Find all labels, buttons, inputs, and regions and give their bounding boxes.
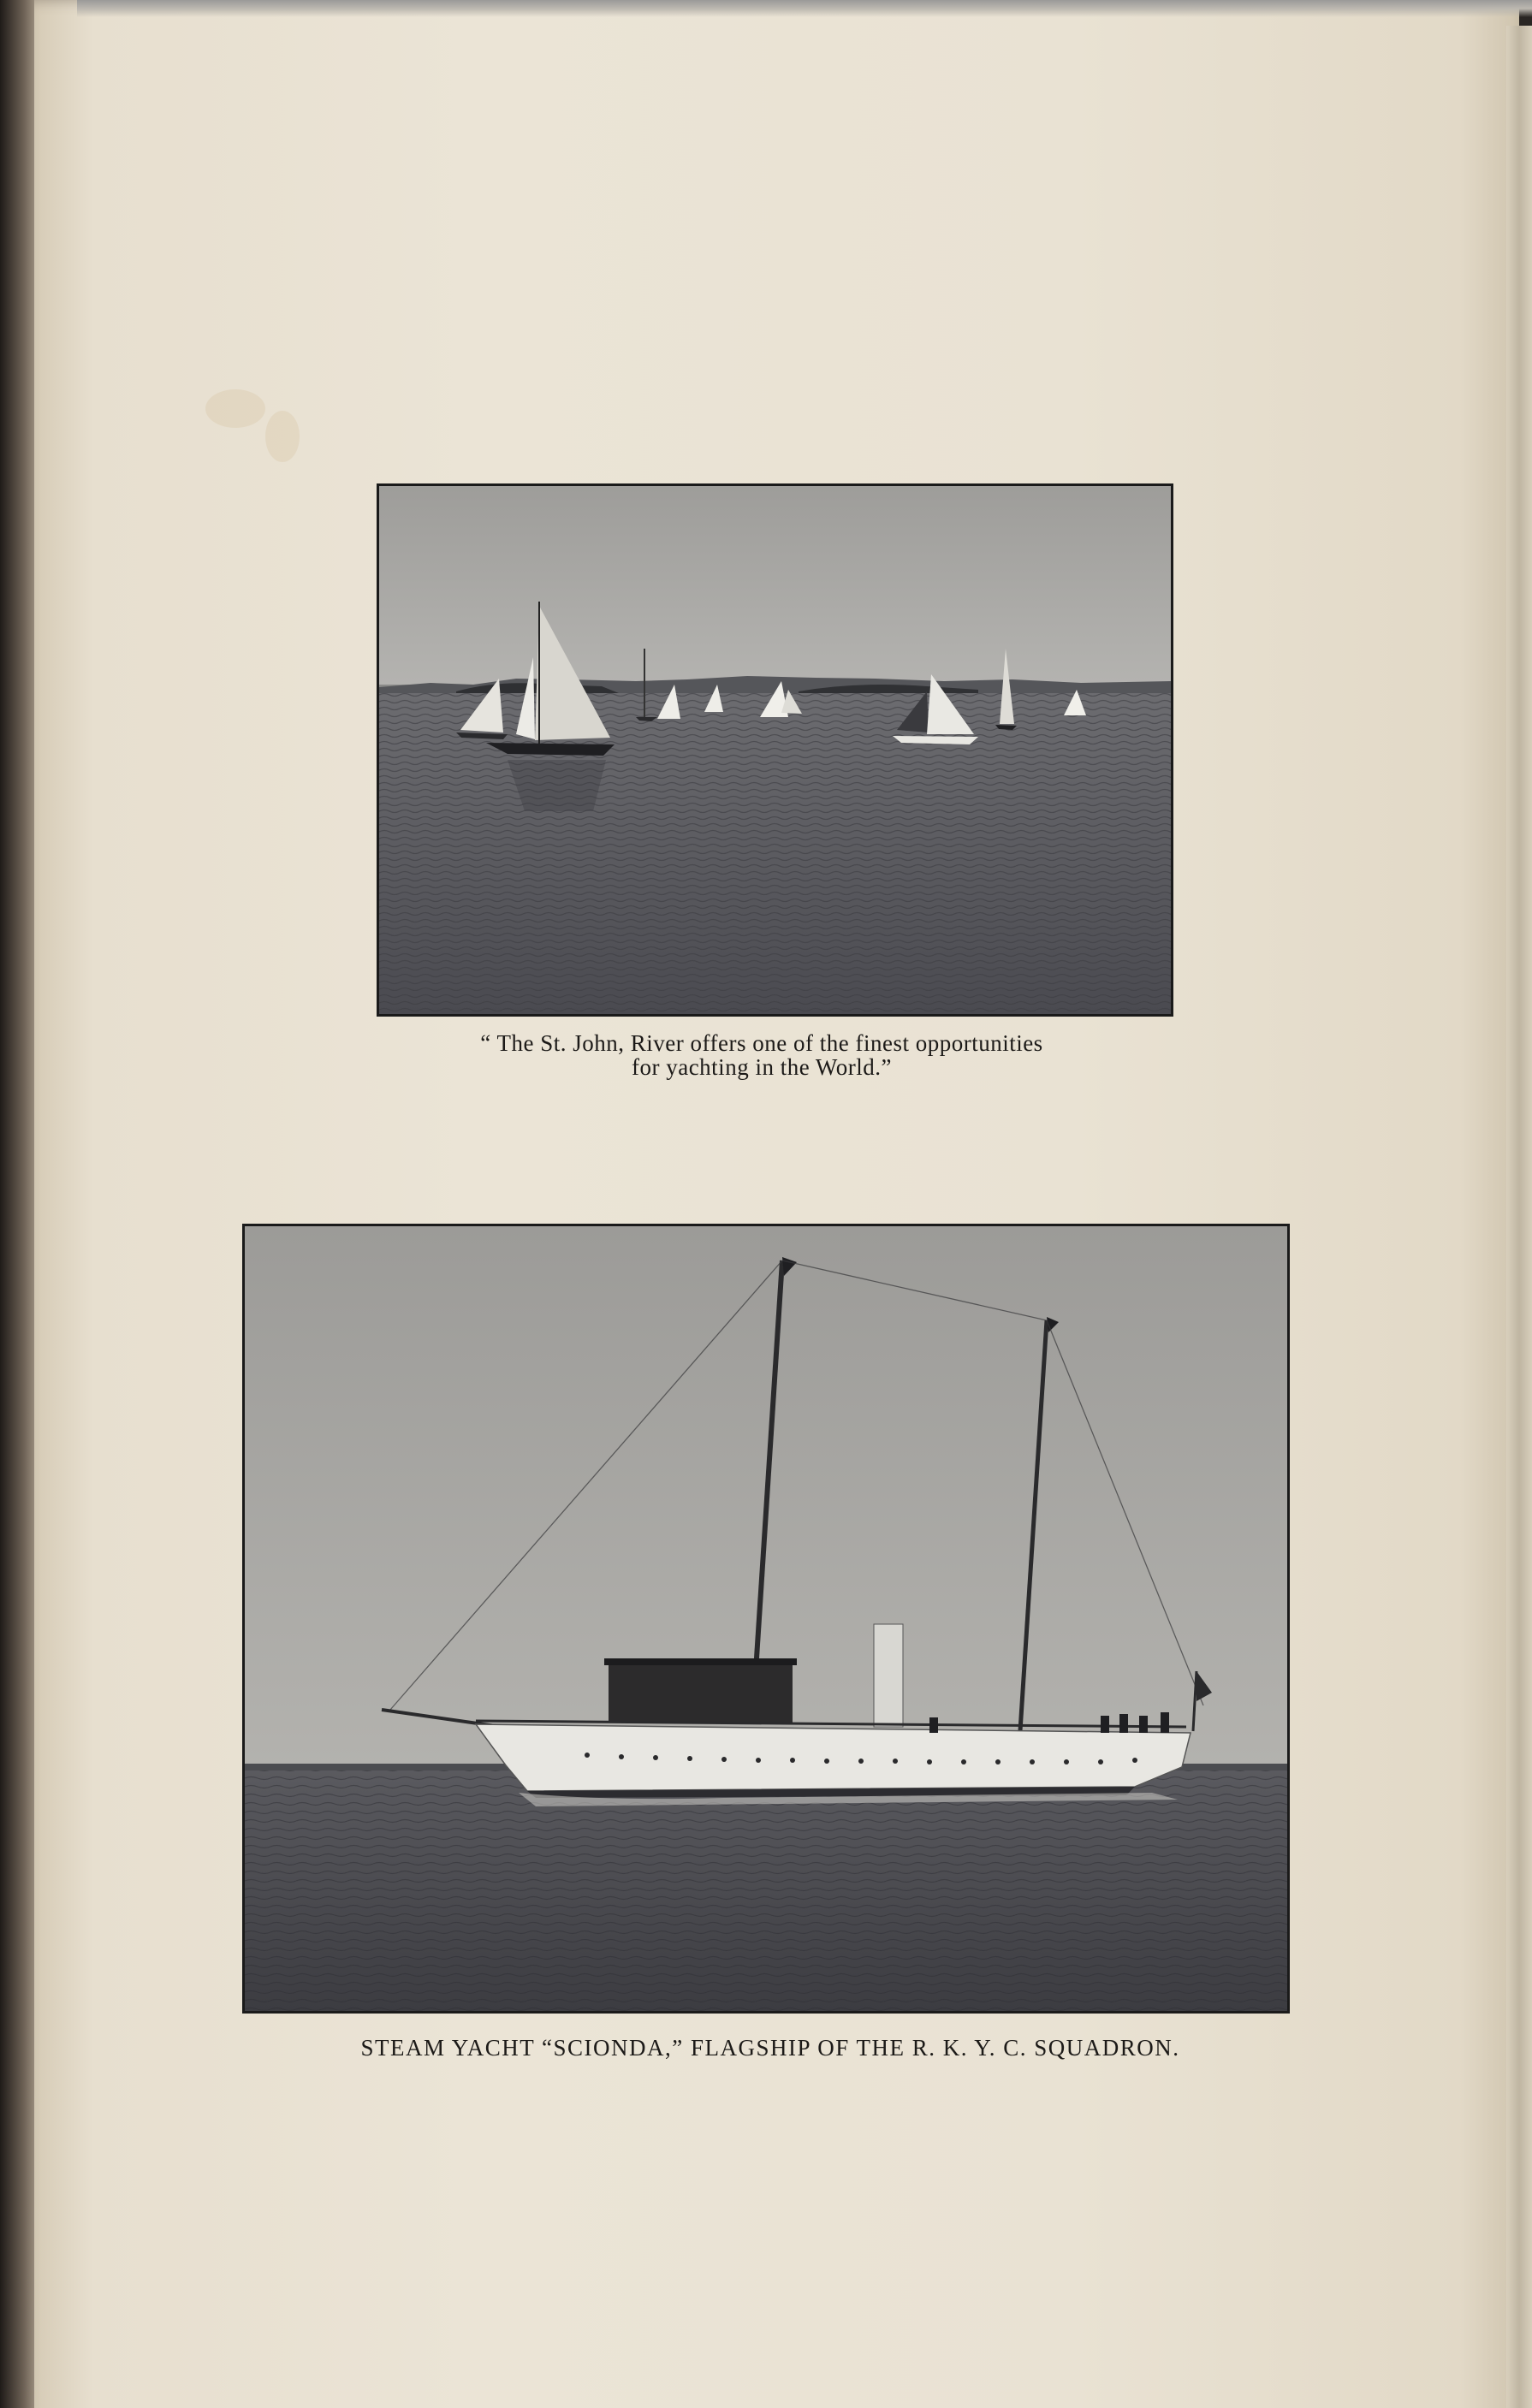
page-stain [265, 411, 300, 462]
sailing-regatta-photo [377, 483, 1173, 1017]
water-ripples [245, 1770, 1287, 2011]
sailing-regatta-image [379, 486, 1171, 1014]
page-stain [205, 389, 265, 428]
funnel [874, 1624, 903, 1727]
steam-yacht-image [245, 1226, 1287, 2011]
photo-caption-yachting [377, 1031, 1147, 1079]
wheelhouse-roof [604, 1658, 797, 1665]
water-reflection [508, 760, 606, 811]
caption-line: for yachting in the World.” [631, 1054, 892, 1080]
wheelhouse [609, 1663, 793, 1723]
photo-caption-steam-yacht: STEAM YACHT “SCIONDA,” FLAGSHIP OF THE R. K. Y. C. SQUADRON. [360, 2035, 1180, 2061]
steam-yacht-photo [242, 1224, 1290, 2014]
sky [379, 486, 1171, 685]
hull [476, 1724, 1191, 1791]
page-right-edge [1506, 26, 1532, 2408]
water-ripples [379, 693, 1171, 1014]
page-top-edge [77, 0, 1532, 17]
caption-line: “ The St. John, River offers one of the finest opportunities [480, 1030, 1043, 1056]
